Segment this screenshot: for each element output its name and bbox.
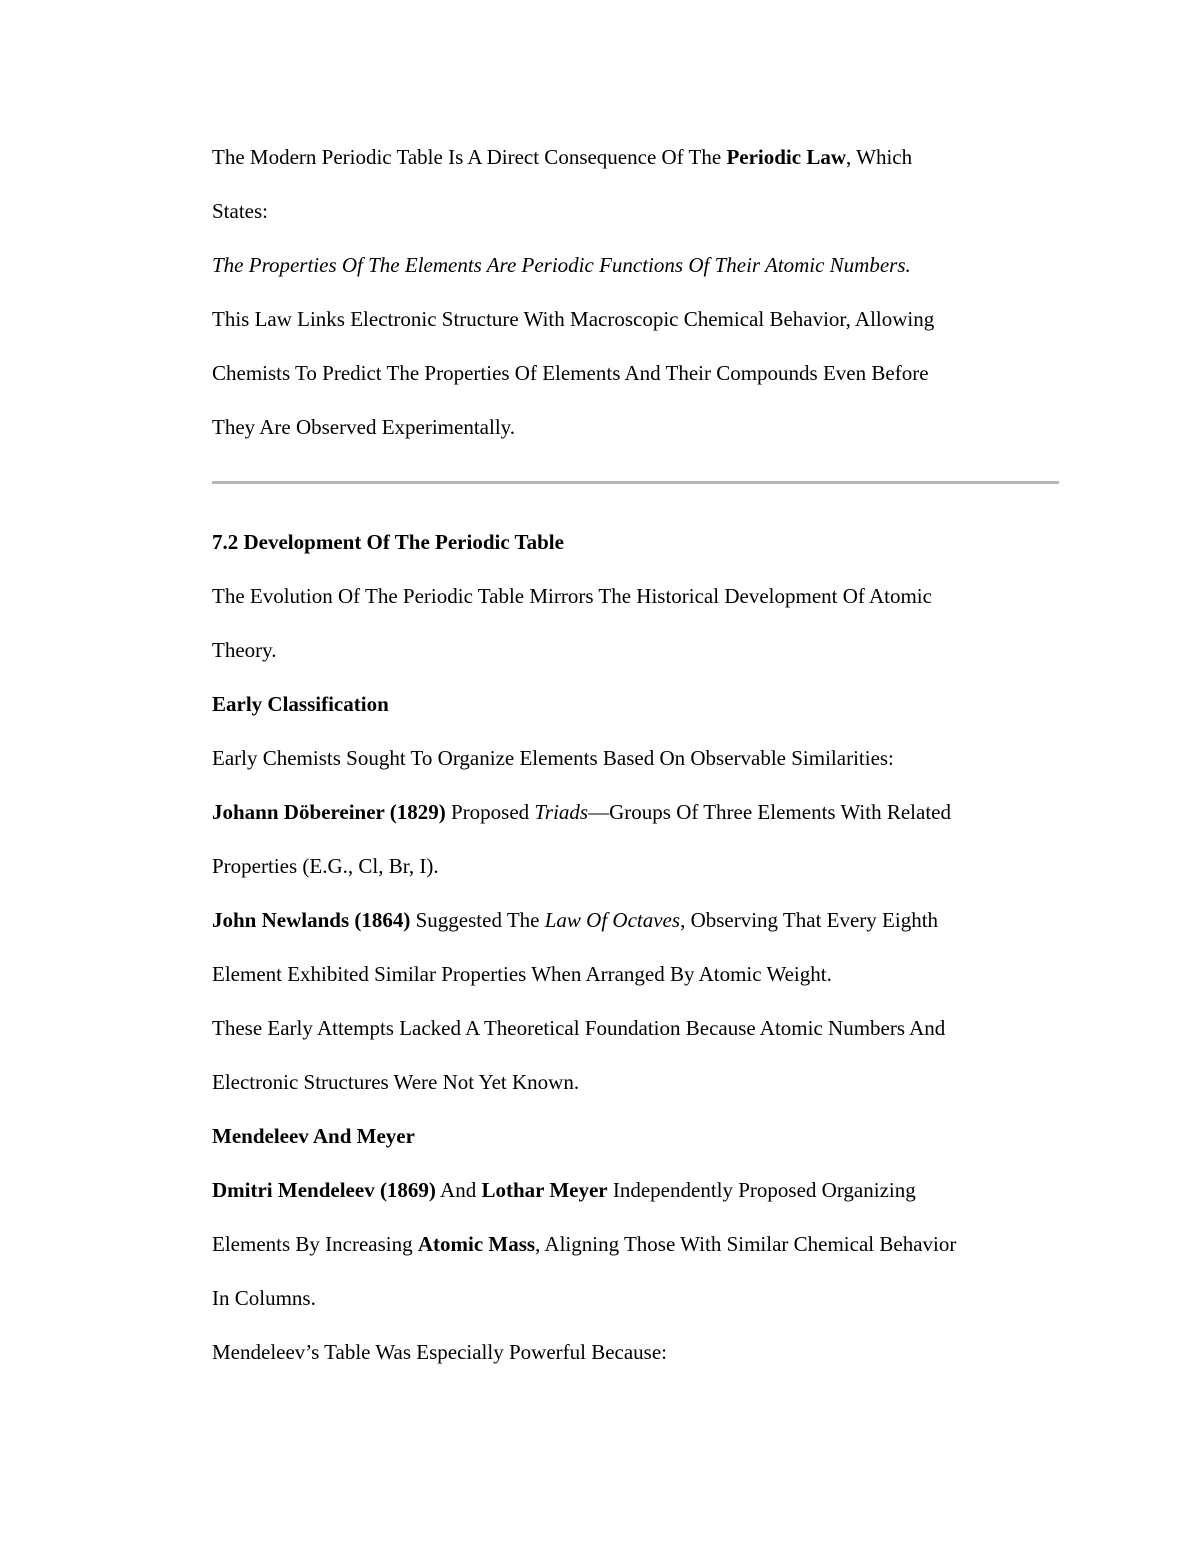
section-heading-text: 7.2 Development Of The Periodic Table (212, 530, 564, 554)
intro-text: The Modern Periodic Table Is A Direct Consequence Of The (212, 145, 727, 169)
intro-line-1 (212, 130, 1062, 184)
dobereiner-text: Proposed (445, 800, 535, 824)
section-heading (212, 515, 1062, 569)
mendeleev-line-4: Mendeleev’s Table Was Especially Powerful Because: (212, 1340, 668, 1364)
paragraph-line: Electronic Structures Were Not Yet Known. (212, 1070, 580, 1094)
subheading-text: Mendeleev And Meyer (212, 1124, 415, 1148)
mendeleev-line-3: In Columns. (212, 1286, 316, 1310)
subheading-mendeleev-meyer (212, 1109, 1062, 1163)
paragraph-line: Early Chemists Sought To Organize Elements Based On Observable Similarities: (212, 746, 894, 770)
intro-text-end: , Which (846, 145, 913, 169)
mendeleev-text: Independently Proposed Organizing (607, 1178, 916, 1202)
newlands-text-end: , Observing That Every Eighth (680, 908, 939, 932)
mendeleev-line-2 (212, 1217, 1062, 1271)
paragraph-line: The Evolution Of The Periodic Table Mirrors The Historical Development Of Atomic (212, 584, 932, 608)
mendeleev-text-end: , Aligning Those With Similar Chemical Behavior (535, 1232, 957, 1256)
law-of-octaves-term: Law Of Octaves (544, 908, 681, 932)
connector-text: And (435, 1178, 482, 1202)
meyer-name: Lothar Meyer (481, 1178, 608, 1202)
subheading-text: Early Classification (212, 692, 389, 716)
paragraph-line: They Are Observed Experimentally. (212, 415, 516, 439)
paragraph-line: These Early Attempts Lacked A Theoretical Foundation Because Atomic Numbers And (212, 1016, 946, 1040)
atomic-mass-term: Atomic Mass (417, 1232, 536, 1256)
periodic-law-term: Periodic Law (726, 145, 847, 169)
dobereiner-line-1 (212, 785, 1062, 839)
paragraph-line: Chemists To Predict The Properties Of Elements And Their Compounds Even Before (212, 361, 929, 385)
subheading-early-classification (212, 677, 1062, 731)
horizontal-divider (212, 481, 1059, 484)
newlands-name: John Newlands (1864) (212, 908, 411, 932)
intro-line-2: States: (212, 199, 268, 223)
law-statement-text: The Properties Of The Elements Are Periodic Functions Of Their Atomic Numbers. (212, 253, 911, 277)
mendeleev-name: Dmitri Mendeleev (1869) (212, 1178, 436, 1202)
mendeleev-line-1 (212, 1163, 1062, 1217)
paragraph-line: Theory. (212, 638, 277, 662)
mendeleev-text: Elements By Increasing (212, 1232, 418, 1256)
dobereiner-line-2: Properties (E.G., Cl, Br, I). (212, 854, 439, 878)
dobereiner-name: Johann Döbereiner (1829) (212, 800, 446, 824)
triads-term: Triads (534, 800, 589, 824)
newlands-line-1 (212, 893, 1062, 947)
newlands-text: Suggested The (410, 908, 545, 932)
law-statement (212, 238, 1062, 292)
paragraph-line: This Law Links Electronic Structure With Macroscopic Chemical Behavior, Allowing (212, 307, 935, 331)
dobereiner-text-end: —Groups Of Three Elements With Related (588, 800, 951, 824)
document-body (212, 130, 1062, 1379)
newlands-line-2: Element Exhibited Similar Properties When Arranged By Atomic Weight. (212, 962, 832, 986)
